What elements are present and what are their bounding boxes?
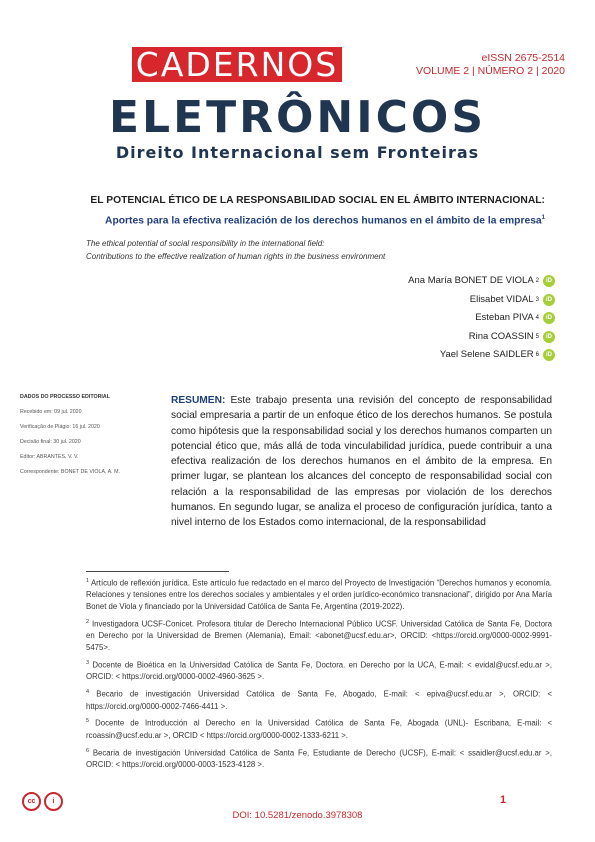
title-footnote-ref[interactable]: 1	[541, 215, 545, 221]
footnote-number: 1	[86, 578, 90, 584]
author-item	[408, 328, 555, 347]
page-number: 1	[500, 794, 507, 806]
title-en-line1: The ethical potential of social responsibility in the international field:	[86, 239, 325, 248]
editorial-process	[20, 394, 170, 484]
creative-commons-badge[interactable]	[22, 792, 63, 811]
article-title-en	[86, 237, 546, 263]
attribution-icon: i	[44, 792, 63, 811]
editorial-row: Recebido em: 09 jul. 2020	[20, 409, 82, 415]
orcid-icon[interactable]: iD	[543, 312, 555, 324]
issn: eISSN 2675-2514	[481, 52, 565, 64]
footnote-number: 4	[86, 689, 90, 696]
abstract-label: RESUMEN:	[171, 395, 226, 406]
editorial-row: Verificação de Plágio: 16 jul. 2020	[20, 424, 100, 430]
article-title-es	[80, 194, 545, 228]
orcid-icon[interactable]: iD	[543, 331, 555, 343]
orcid-icon[interactable]: iD	[543, 275, 555, 287]
author-footnote-ref[interactable]: 4	[535, 315, 539, 322]
footnotes	[86, 576, 552, 775]
editorial-heading: DADOS DO PROCESSO EDITORIAL	[20, 394, 110, 400]
footnote-text: Becaria de investigación Universidad Católica de Santa Fe, Estudiante de Derecho (UCSF), E-mail: < ssaidler@ucsf.edu.ar >, ORCID: < https://orcid.org/0000-0003-1523-4128 >.	[86, 748, 552, 769]
doi-link[interactable]: DOI: 10.5281/zenodo.3978308	[232, 810, 363, 821]
title-es-line1: EL POTENCIAL ÉTICO DE LA RESPONSABILIDAD SOCIAL EN EL ÁMBITO INTERNACIONAL:	[90, 195, 545, 206]
author-footnote-ref[interactable]: 2	[535, 278, 539, 285]
footnote	[86, 716, 552, 741]
editorial-row: Correspondente: BONET DE VIOLA, A. M.	[20, 469, 120, 475]
volume-info: VOLUME 2 | NÚMERO 2 | 2020	[415, 65, 565, 77]
title-es-line2-text: Aportes para la efectiva realización de los derechos humanos en el ámbito de la empresa	[105, 215, 542, 227]
footnote	[86, 746, 552, 771]
footnote-text: Artículo de reflexión jurídica. Este artículo fue redactado en el marco del Proyecto de Investigación “Derechos humanos y economía. Relaciones y tensiones entre los derechos sociales y ambientales y el orden jurídico-económico transnacional”, dirigido por Ana María Bonet de Viola y financiado por la Universidad Católica de Santa Fe, Argentina (2019-2022).	[86, 578, 552, 612]
footnote	[86, 658, 552, 683]
author-list	[408, 272, 555, 365]
footnote-text: Docente de Introducción al Derecho en la Universidad Católica de Santa Fe, Abogada (UNL)- Escribana, E-mail: < rcoassin@ucsf.edu.ar >, ORCID < https://orcid.org/0000-0002-1333-6211 >.	[86, 718, 552, 740]
author-item	[408, 346, 555, 365]
footnote-number: 3	[86, 659, 90, 666]
title-es-line2	[80, 211, 545, 228]
editorial-row: Decisão final: 30 jul. 2020	[20, 439, 81, 445]
journal-subtitle: Direito Internacional sem Fronteiras	[115, 143, 480, 162]
author-footnote-ref[interactable]: 5	[535, 333, 539, 340]
footnote	[86, 617, 552, 654]
author-item	[408, 272, 555, 291]
issn-block	[416, 52, 565, 78]
footnote	[86, 687, 552, 712]
footnote-divider	[86, 571, 229, 572]
footnote-number: 6	[86, 747, 90, 754]
author-item	[408, 309, 555, 328]
footnote-text: Docente de Bioética en la Universidad Católica de Santa Fe, Doctora. en Derecho por la UCA, E-mail: < evidal@ucsf.edu.ar >, ORCID: < https://orcid.org/0000-0002-4960-3625 >.	[86, 660, 552, 682]
orcid-icon[interactable]: iD	[543, 349, 555, 361]
journal-name-top: CADERNOS	[132, 47, 342, 82]
abstract	[171, 393, 552, 531]
author-name: Yael Selene SAIDLER	[439, 349, 534, 361]
footnote	[86, 576, 552, 613]
footnote-text: Investigadora UCSF-Conicet. Profesora titular de Derecho Internacional Público UCSF. Universidad Católica de Santa Fe, Doctora en Derecho por la Universidad de Bremen (Alemania), Email: <abonet@ucsf.edu.ar>, ORCID: <https://orcid.org/0000-0002-9991-5475>.	[86, 619, 552, 653]
footnote-text: Becario de investigación Universidad Católica de Santa Fe, Abogado, E-mail: < epiva@ucsf.edu.ar >, ORCID: < https://orcid.org/0000-0002-7466-4411 >.	[86, 689, 552, 711]
journal-name-main: ELETRÔNICOS	[108, 92, 487, 143]
author-name: Rina COASSIN	[468, 330, 534, 342]
cc-icon: cc	[22, 792, 41, 811]
footnote-number: 2	[86, 618, 90, 625]
author-footnote-ref[interactable]: 6	[535, 352, 539, 359]
editorial-row: Editor: ABRANTES, V. V.	[20, 454, 79, 460]
orcid-icon[interactable]: iD	[543, 294, 555, 306]
title-en-line2: Contributions to the effective realization of human rights in the business environment	[86, 252, 386, 261]
footnote-number: 5	[86, 718, 90, 725]
author-name: Esteban PIVA	[475, 312, 534, 324]
author-name: Elisabet VIDAL	[469, 293, 534, 305]
author-item	[408, 291, 555, 310]
author-footnote-ref[interactable]: 3	[535, 296, 539, 303]
abstract-text: Este trabajo presenta una revisión del concepto de responsabilidad social empresaria a partir de un enfoque ético de los derechos humanos. Se postula como hipótesis que la responsabilidad social y los derechos humanos comparten un potencial ético que, más allá de toda vinculabilidad jurídica, puede contribuir a una efectiva realización de los derechos humanos en el ámbito de la empresa. En primer lugar, se plantean los alcances del concepto de responsabilidad social con relación a la responsabilidad de las empresas por violación de los derechos humanos. En segundo lugar, se analiza el proceso de configuración jurídica, tanto a nivel interno de los Estados como internacional, de la responsabilidad	[171, 395, 552, 529]
author-name: Ana María BONET DE VIOLA	[408, 275, 534, 287]
